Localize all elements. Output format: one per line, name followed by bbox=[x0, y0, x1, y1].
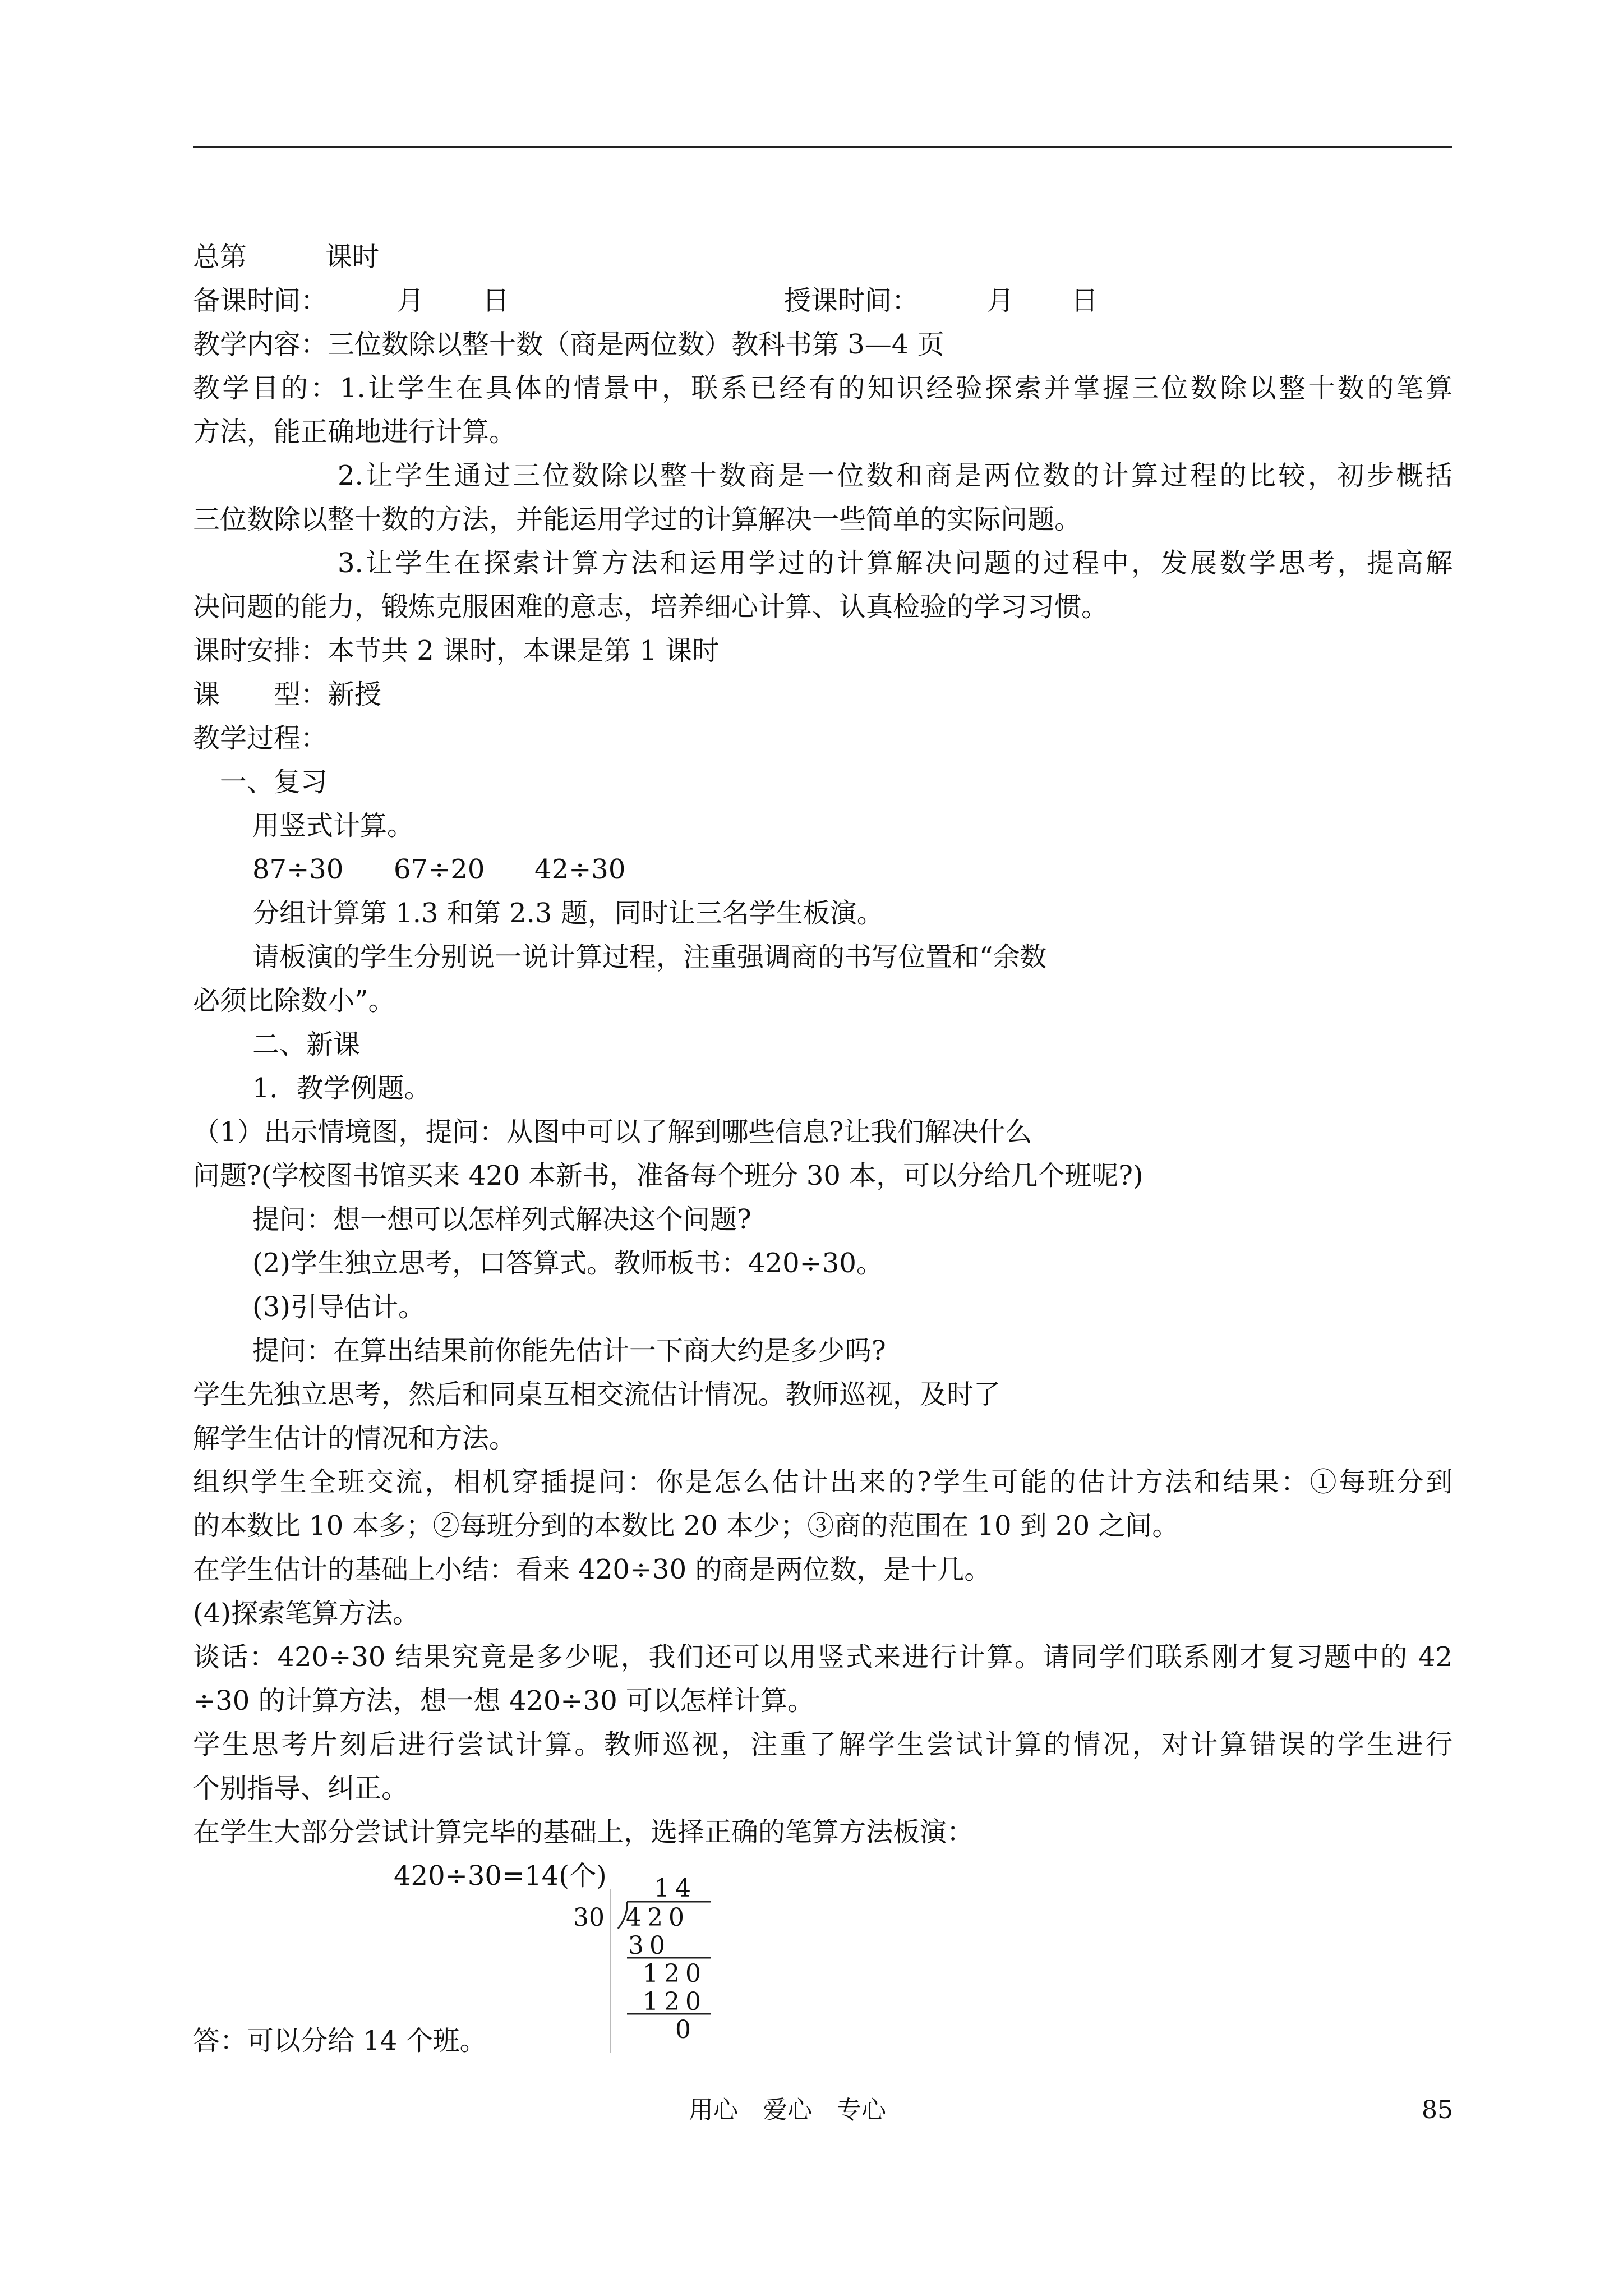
objective-line-4: 三位数除以整十数的方法，并能运用学过的计算解决一些简单的实际问题。 bbox=[193, 504, 1082, 535]
subtrahend-1: 30 bbox=[628, 1931, 671, 1960]
prep-month: 月 bbox=[397, 285, 425, 316]
review-problem-3: 42÷30 bbox=[534, 854, 626, 885]
review-explain-1: 请板演的学生分别说一说计算过程，注重强调商的书写位置和“余数 bbox=[252, 941, 1047, 973]
review-problem-2: 67÷20 bbox=[394, 854, 485, 885]
prep-day: 日 bbox=[482, 285, 510, 316]
try-2: 个别指导、纠正。 bbox=[193, 1773, 409, 1804]
new-lesson-heading: 二、新课 bbox=[252, 1029, 361, 1060]
subtrahend-2: 120 bbox=[643, 1987, 707, 2016]
page-number: 85 bbox=[1422, 2096, 1453, 2124]
divisor: 30 bbox=[573, 1903, 605, 1932]
header-rule bbox=[193, 146, 1452, 148]
objective-line-6: 决问题的能力，锻炼克服困难的意志，培养细心计算、认真检验的学习习惯。 bbox=[193, 591, 1109, 623]
review-instruction: 用竖式计算。 bbox=[252, 810, 414, 841]
prep-time-label: 备课时间： bbox=[193, 285, 328, 316]
estimate-2: 解学生估计的情况和方法。 bbox=[193, 1423, 517, 1454]
teaching-content: 教学内容：三位数除以整十数（商是两位数）教科书第 3—4 页 bbox=[193, 329, 944, 360]
schedule: 课时安排：本节共 2 课时，本课是第 1 课时 bbox=[193, 635, 720, 666]
board-demo: 在学生大部分尝试计算完毕的基础上，选择正确的笔算方法板演： bbox=[193, 1816, 974, 1848]
lesson-type: 课 型：新授 bbox=[193, 679, 382, 710]
dividend: 420 bbox=[626, 1903, 690, 1932]
question-1b: 问题?(学校图书馆买来 420 本新书，准备每个班分 30 本，可以分给几个班呢?) bbox=[193, 1160, 1144, 1191]
ask-2: 提问：在算出结果前你能先估计一下商大约是多少吗? bbox=[252, 1335, 886, 1366]
review-explain-2: 必须比除数小”。 bbox=[193, 985, 395, 1016]
step-2: (2)学生独立思考，口答算式。教师板书：420÷30。 bbox=[252, 1248, 883, 1279]
teach-month: 月 bbox=[987, 285, 1015, 316]
answer: 答：可以分给 14 个班。 bbox=[193, 2025, 487, 2056]
new-lesson-sub1: 1．教学例题。 bbox=[252, 1073, 431, 1104]
summary: 在学生估计的基础上小结：看来 420÷30 的商是两位数，是十几。 bbox=[193, 1554, 992, 1585]
step-4: (4)探索笔算方法。 bbox=[193, 1598, 419, 1629]
equation: 420÷30=14(个) bbox=[394, 1860, 607, 1892]
lesson-unit-label: 课时 bbox=[325, 241, 380, 273]
teach-time-label: 授课时间： bbox=[784, 285, 919, 316]
long-division bbox=[572, 1868, 751, 2059]
objective-line-1: 教学目的：1.让学生在具体的情景中，联系已经有的知识经验探索并掌握三位数除以整十数的笔算 bbox=[193, 372, 1453, 404]
objective-line-5: 3.让学生在探索计算方法和运用学过的计算解决问题的过程中，发展数学思考，提高解 bbox=[338, 547, 1453, 579]
step-3: (3)引导估计。 bbox=[252, 1291, 425, 1323]
remainder-final: 0 bbox=[675, 2016, 697, 2044]
lesson-total-label: 总第 bbox=[193, 241, 247, 273]
question-1a: （1）出示情境图，提问：从图中可以了解到哪些信息?让我们解决什么 bbox=[193, 1116, 1032, 1148]
review-heading: 一、复习 bbox=[220, 766, 328, 798]
organize-1: 组织学生全班交流，相机穿插提问：你是怎么估计出来的?学生可能的估计方法和结果：①每班分到 bbox=[193, 1466, 1453, 1498]
organize-2: 的本数比 10 本多；②每班分到的本数比 20 本少；③商的范围在 10 到 20 之间。 bbox=[193, 1510, 1179, 1542]
teach-day: 日 bbox=[1071, 285, 1099, 316]
review-group: 分组计算第 1.3 和第 2.3 题，同时让三名学生板演。 bbox=[252, 898, 884, 929]
talk-2: ÷30 的计算方法，想一想 420÷30 可以怎样计算。 bbox=[193, 1685, 814, 1717]
footer-motto: 用心 爱心 专心 bbox=[689, 2096, 886, 2124]
try-1: 学生思考片刻后进行尝试计算。教师巡视，注重了解学生尝试计算的情况，对计算错误的学生进行 bbox=[193, 1729, 1453, 1760]
quotient: 14 bbox=[654, 1874, 697, 1903]
objective-line-3: 2.让学生通过三位数除以整十数商是一位数和商是两位数的计算过程的比较，初步概括 bbox=[338, 460, 1453, 491]
ask-1: 提问：想一想可以怎样列式解决这个问题? bbox=[252, 1204, 751, 1235]
objective-line-2: 方法，能正确地进行计算。 bbox=[193, 416, 517, 448]
process-label: 教学过程： bbox=[193, 723, 328, 754]
remainder-1: 120 bbox=[643, 1959, 707, 1988]
talk-1: 谈话：420÷30 结果究竟是多少呢，我们还可以用竖式来进行计算。请同学们联系刚才复习题中的 42 bbox=[193, 1641, 1453, 1673]
estimate-1: 学生先独立思考，然后和同桌互相交流估计情况。教师巡视，及时了 bbox=[193, 1379, 1001, 1410]
review-problem-1: 87÷30 bbox=[252, 854, 344, 885]
